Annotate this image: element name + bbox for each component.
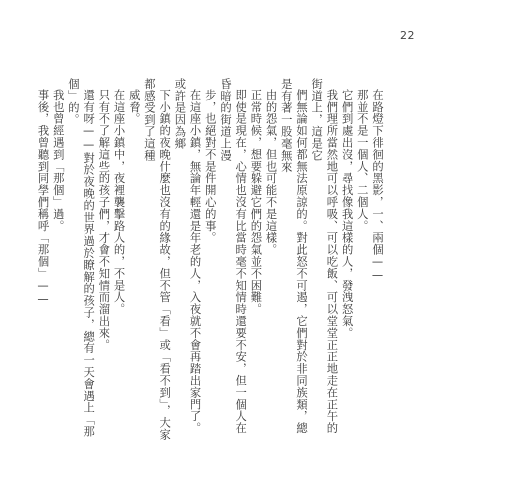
paragraph <box>35 78 50 443</box>
text-line: 我也曾經遇到「那個」過。 <box>51 89 65 233</box>
text-line: 威脅。 <box>127 89 141 125</box>
paragraph <box>66 78 96 443</box>
text-line: 們無論如何都無法原諒的。對此怒不可遏，它們對於非同族類，總是有著一股毫無來 <box>279 78 308 435</box>
text-line: 只有不了解這些的孩子們，才會不知情而溜出來。 <box>97 89 111 352</box>
text-line: 在路燈下徘徊的黑影，一、兩個—— <box>371 89 384 284</box>
paragraph <box>355 78 385 443</box>
text-line: 它們到處出沒，尋找像我這樣的人，發洩怒氣。 <box>340 89 354 340</box>
text-line: 我們理所當然地可以呼吸、可以吃飯、可以堂堂正正地走在正午的街道上，這是它 <box>310 78 339 435</box>
paragraph <box>127 78 203 443</box>
paragraph <box>203 78 249 443</box>
text-line: 事後，我曾聽到同學們稱呼「那個」—— <box>36 89 50 307</box>
paragraph <box>96 78 111 443</box>
paragraph <box>339 78 354 443</box>
text-line: 正常時候，想要躲避它們的怨氣並不困難。 <box>249 89 263 316</box>
paragraph <box>51 78 66 443</box>
body-text <box>35 78 385 443</box>
text-line: 還有呀——對於夜晚的世界過於瞭解的孩子，總有一天會遇上「那個」的。 <box>66 78 96 438</box>
text-line: 在這座小鎮中，夜裡襲擊路人的，不是人。 <box>112 89 126 316</box>
paragraph <box>248 78 263 443</box>
text-line: 下小鎮的夜晚什麼也沒有的緣故，但不管「看」或「看不到」，大家都感受到了這種 <box>142 78 172 441</box>
paragraph <box>111 78 126 443</box>
text-line: 由的怨氣，但也可能不是這樣。 <box>264 89 278 256</box>
text-line: 那並不是一個人、二個人。 <box>355 89 369 233</box>
text-line: 在這座小鎮，無論年輕還是年老的人，入夜就不會再踏出家門了。或許是因為鄉 <box>173 78 202 435</box>
text-line: 即使是現在，心情也沒有比當時毫不知情時還要不安，但一個人在昏暗的街道上漫 <box>218 78 248 435</box>
paragraph <box>263 78 339 443</box>
text-line: 步，也絕對不是件開心的事。 <box>203 89 217 244</box>
page-number: 22 <box>400 29 415 42</box>
